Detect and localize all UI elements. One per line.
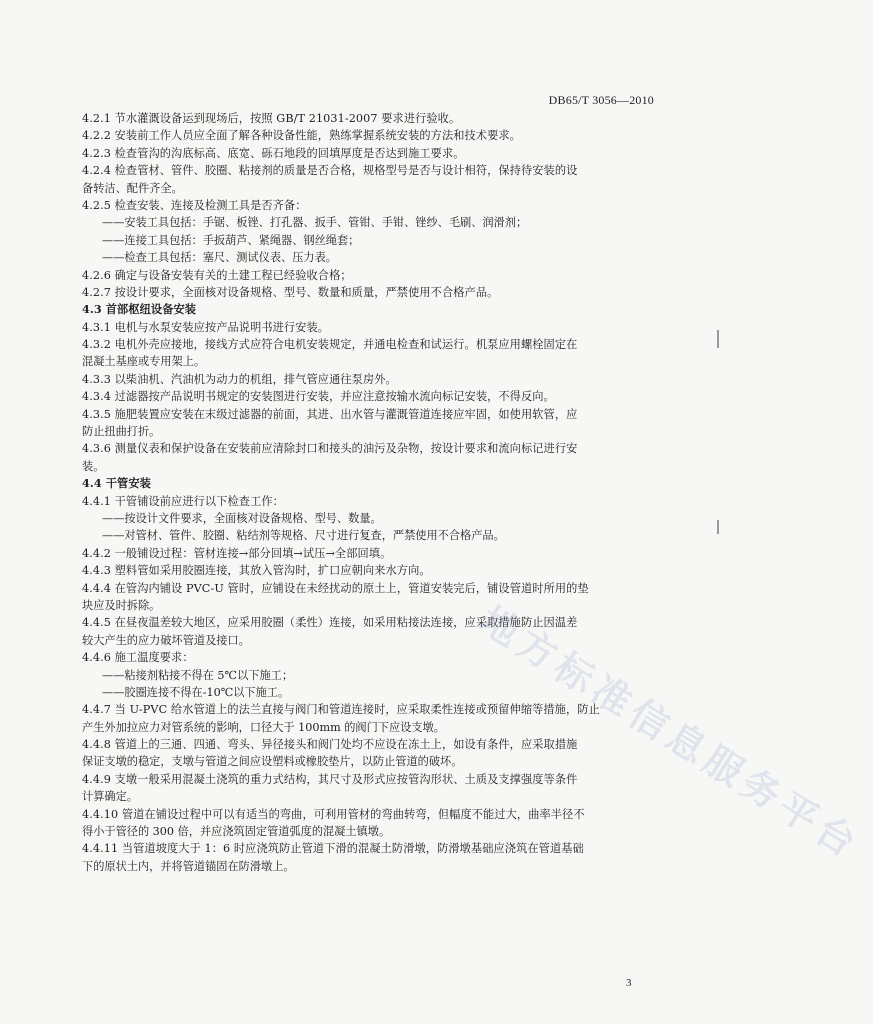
list-item: ——连接工具包括：手扳葫芦、紧绳器、钢丝绳套；	[102, 233, 360, 247]
clause-4-2-4-cont: 备转洁、配件齐全。	[82, 181, 183, 195]
clause-4-2-5: 4.2.5 检查安装、连接及检测工具是否齐备：	[82, 198, 307, 212]
clause-4-2-1: 4.2.1 节水灌溉设备运到现场后，按照 GB/T 21031-2007 要求进行验收。	[82, 112, 461, 125]
clause-4-3-1: 4.3.1 电机与水泵安装应按产品说明书进行安装。	[82, 320, 330, 334]
clause-4-2-3: 4.2.3 检查管沟的沟底标高、底宽、砾石地段的回填厚度是否达到施工要求。	[82, 146, 465, 160]
clause-4-4-9: 4.4.9 支墩一般采用混凝土浇筑的重力式结构，其尺寸及形式应按管沟形状、土质及支撑强度等条件	[82, 772, 578, 786]
clause-4-3-4: 4.3.4 过滤器按产品说明书规定的安装图进行安装，并应注意按输水流向标记安装，不得反向。	[82, 390, 555, 404]
clause-4-3-6: 4.3.6 测量仪表和保护设备在安装前应清除封口和接头的油污及杂物，按设计要求和流向标记进行安	[82, 442, 578, 456]
clause-4-3-5: 4.3.5 施肥装置应安装在末级过滤器的前面，其进、出水管与灌溉管道连接应牢固，如使用软管，应	[82, 407, 578, 421]
clause-4-2-7: 4.2.7 按设计要求，全面核对设备规格、型号、数量和质量，严禁使用不合格产品。	[82, 285, 499, 299]
section-heading-4-3: 4.3 首部枢纽设备安装	[82, 302, 197, 317]
clause-4-4-7: 4.4.7 当 U-PVC 给水管道上的法兰直接与阀门和管道连接时，应采取柔性连接或预留伸缩等措施，防止	[82, 703, 600, 717]
clause-4-4-3: 4.4.3 塑料管如采用胶圈连接，其放入管沟时，扩口应朝向来水方向。	[82, 564, 431, 578]
clause-4-4-2: 4.4.2 一般铺设过程：管材连接→部分回填→试压→全部回填。	[82, 546, 392, 560]
clause-4-4-6: 4.4.6 施工温度要求：	[82, 651, 194, 665]
list-item: ——粘接剂粘接不得在 5℃以下施工；	[102, 668, 294, 682]
clause-4-4-8-cont: 保证支墩的稳定，支墩与管道之间应设塑料或橡胶垫片，以防止管道的破坏。	[82, 755, 463, 769]
clause-4-4-1: 4.4.1 干管铺设前应进行以下检查工作：	[82, 494, 284, 508]
clause-4-4-7-cont: 产生外加拉应力对管系统的影响，口径大于 100mm 的阀门下应设支墩。	[82, 720, 445, 734]
list-item: ——安装工具包括：手锯、板锉、打孔器、扳手、管钳、手钳、锉纱、毛刷、润滑剂；	[102, 216, 528, 230]
clause-4-4-10: 4.4.10 管道在铺设过程中可以有适当的弯曲，可利用管材的弯曲转弯，但幅度不能过大，曲率半径不	[82, 807, 585, 821]
clause-4-2-6: 4.2.6 确定与设备安装有关的土建工程已经验收合格；	[82, 268, 352, 282]
clause-4-4-11: 4.4.11 当管道坡度大于 1：6 时应浇筑防止管道下滑的混凝土防滑墩，防滑墩基础应浇筑在管道基础	[82, 842, 584, 856]
standard-code: DB65/T 3056—2010	[548, 93, 654, 107]
clause-4-4-8: 4.4.8 管道上的三通、四通、弯头、异径接头和阀门处均不应设在冻土上，如设有条件，应采取措施	[82, 738, 578, 752]
clause-4-4-9-cont: 计算确定。	[82, 790, 138, 804]
clause-4-3-2-cont: 混凝土基座或专用架上。	[82, 355, 206, 369]
clause-4-2-2: 4.2.2 安装前工作人员应全面了解各种设备性能，熟练掌握系统安装的方法和技术要求。	[82, 129, 521, 143]
clause-4-4-11-cont: 下的原状土内，并将管道锚固在防滑墩上。	[82, 859, 295, 873]
list-item: ——对管材、管件、胶圈、粘结剂等规格、尺寸进行复查，严禁使用不合格产品。	[102, 529, 505, 543]
clause-4-4-5-cont: 较大产生的应力破坏管道及接口。	[82, 633, 250, 647]
clause-4-3-2: 4.3.2 电机外壳应接地，接线方式应符合电机安装规定，并通电检查和试运行。机泵应用螺栓固定在	[82, 338, 578, 352]
section-heading-4-4: 4.4 干管安装	[82, 476, 151, 491]
clause-4-4-5: 4.4.5 在昼夜温差较大地区，应采用胶圈（柔性）连接，如采用粘接法连接，应采取措施防止因温差	[82, 616, 578, 630]
clause-4-4-10-cont: 得小于管径的 300 倍，并应浇筑固定管道弧度的混凝土镇墩。	[82, 825, 391, 839]
scan-edge-mark	[717, 520, 719, 534]
page-number: 3	[626, 977, 632, 989]
clause-4-4-4-cont: 块应及时拆除。	[82, 598, 161, 612]
clause-4-4-4: 4.4.4 在管沟内铺设 PVC-U 管时，应铺设在未经扰动的原土上，管道安装完后，铺设管道时所用的垫	[82, 581, 589, 595]
clause-4-3-6-cont: 装。	[82, 459, 105, 473]
list-item: ——胶圈连接不得在-10℃以下施工。	[102, 685, 290, 699]
document-body	[82, 110, 654, 875]
list-item: ——按设计文件要求，全面核对设备规格、型号、数量。	[102, 511, 382, 525]
list-item: ——检查工具包括：塞尺、测试仪表、压力表。	[102, 251, 337, 265]
clause-4-3-5-cont: 防止扭曲打折。	[82, 425, 161, 439]
watermark: 地方标准信息服务平台	[471, 596, 869, 869]
scan-edge-mark	[717, 330, 719, 348]
clause-4-2-4: 4.2.4 检查管材、管件、胶圈、粘接剂的质量是否合格，规格型号是否与设计相符，保持待安装的设	[82, 164, 578, 178]
clause-4-3-3: 4.3.3 以柴油机、汽油机为动力的机组，排气管应通往泵房外。	[82, 372, 397, 386]
